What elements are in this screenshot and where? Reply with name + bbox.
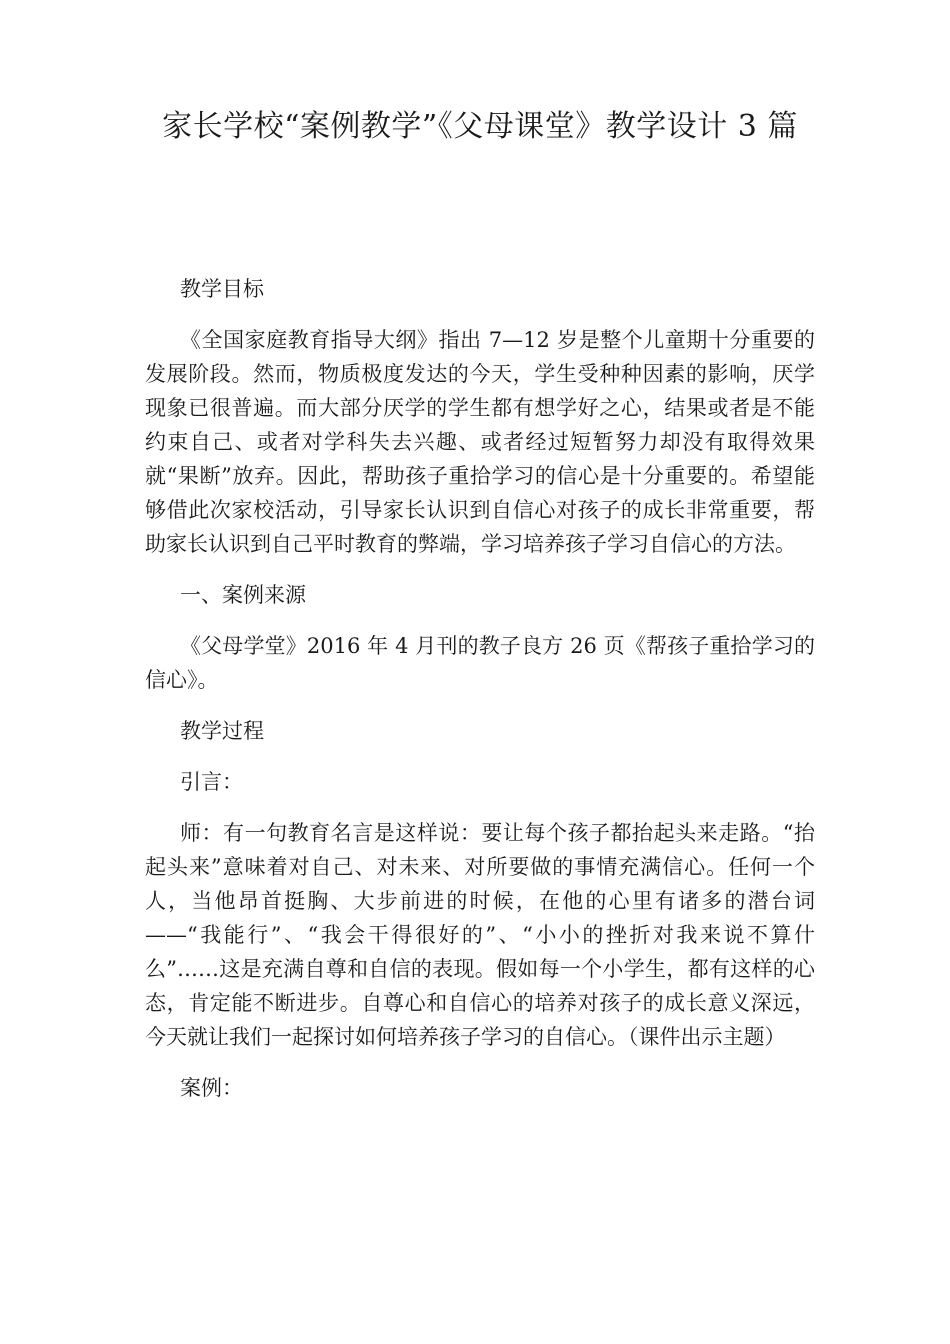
section-heading-teaching-process: 教学过程 xyxy=(180,719,264,743)
paragraph-teaching-goals: 《全国家庭教育指导大纲》指出 7—12 岁是整个儿童期十分重要的发展阶段。然而，物质极度发达的今天，学生受种种因素的影响，厌学现象已很普遍。而大部分厌学的学生都有想学好之心，结果或者是不能约束自己、或者对学科失去兴趣、或者经过短暂努力却没有取得效果就“果断”放弃。因此，帮助孩子重拾学习的信心是十分重要的。希望能够借此次家校活动，引导家长认识到自信心对孩子的成长非常重要，帮助家长认识到自己平时教育的弊端，学习培养孩子学习自信心的方法。 xyxy=(145,328,815,556)
document-body xyxy=(145,272,815,1122)
section-heading-introduction: 引言： xyxy=(180,770,243,794)
section-heading-case-source: 一、案例来源 xyxy=(180,583,306,607)
paragraph-case-source: 《父母学堂》2016 年 4 月刊的教子良方 26 页《帮孩子重拾学习的信心》。 xyxy=(145,634,815,692)
document-title: 家长学校“案例教学”《父母课堂》教学设计 3 篇 xyxy=(162,109,798,144)
section-heading-case: 案例： xyxy=(180,1076,243,1100)
section-heading-teaching-goals: 教学目标 xyxy=(180,277,264,301)
paragraph-introduction: 师：有一句教育名言是这样说：要让每个孩子都抬起头来走路。“抬起头来”意味着对自己、对未来、对所要做的事情充满信心。任何一个人，当他昂首挺胸、大步前进的时候，在他的心里有诸多的潜台词——“我能行”、“我会干得很好的”、“小小的挫折对我来说不算什么”……这是充满自尊和自信的表现。假如每一个小学生，都有这样的心态，肯定能不断进步。自尊心和自信心的培养对孩子的成长意义深远，今天就让我们一起探讨如何培养孩子学习的自信心。（课件出示主题） xyxy=(145,821,815,1049)
